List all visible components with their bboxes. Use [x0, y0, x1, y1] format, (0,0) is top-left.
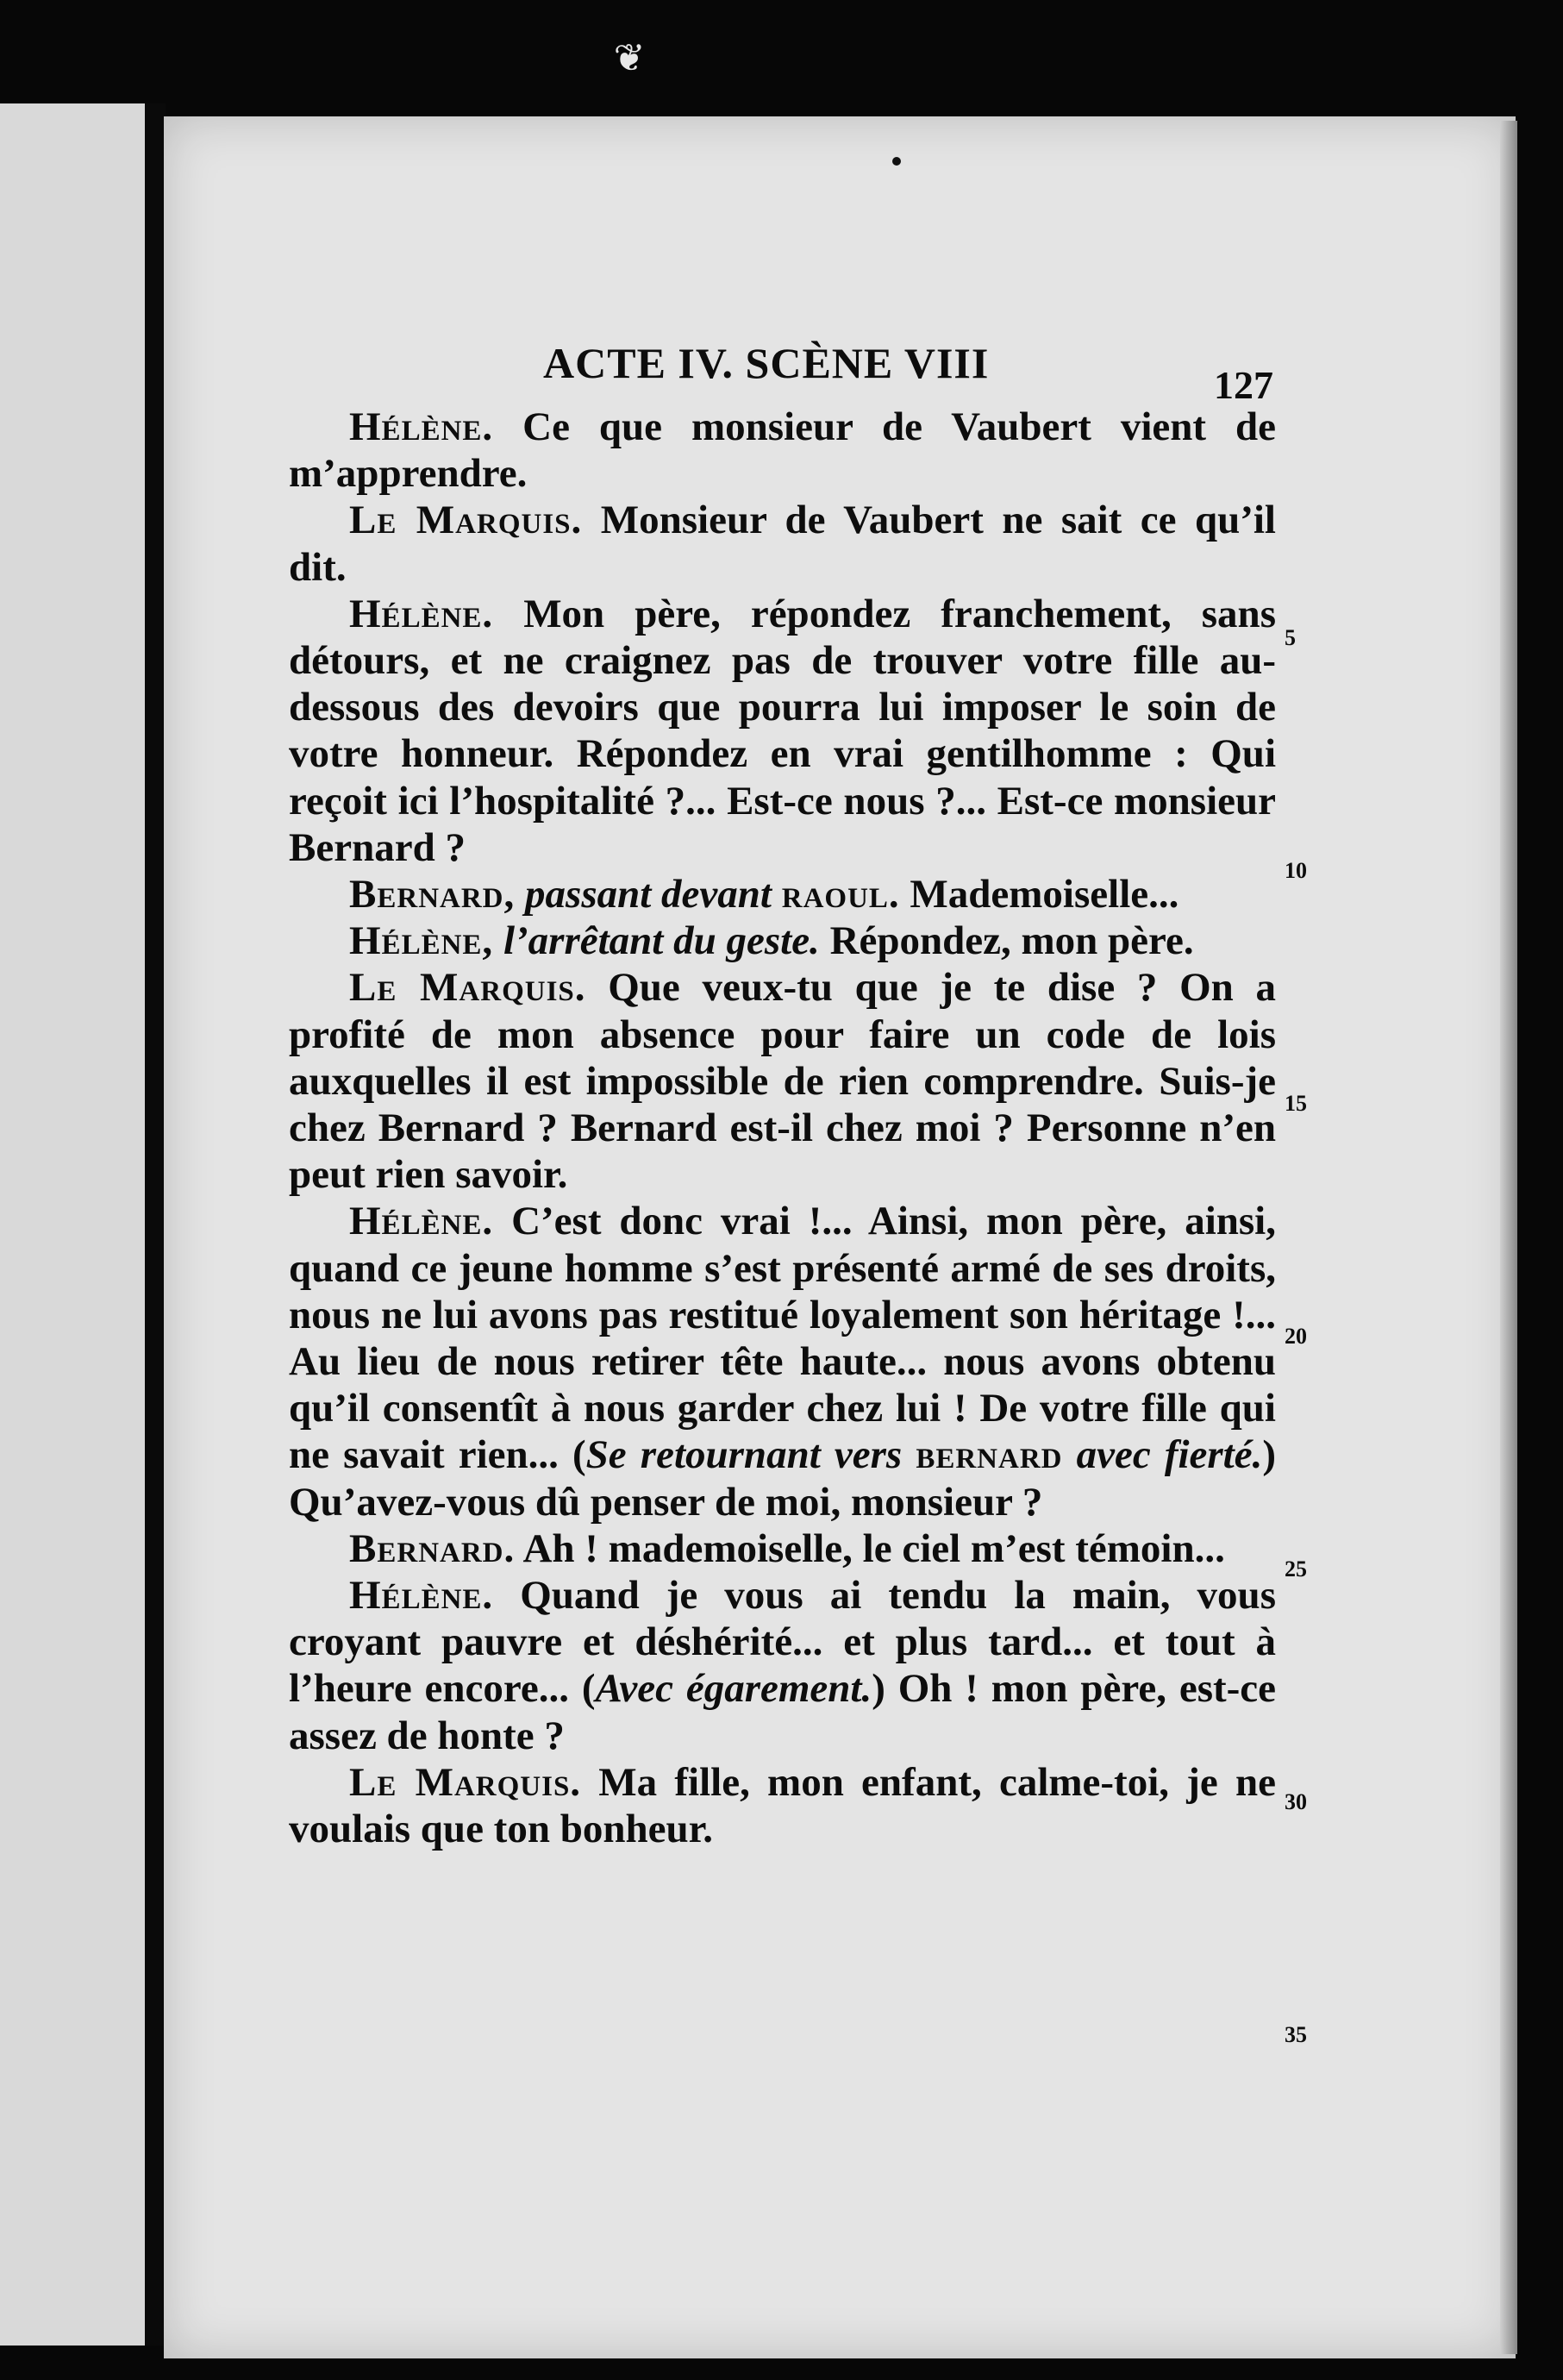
speaker-name: Hélène. [349, 404, 494, 449]
dialogue-text [515, 872, 525, 917]
line-number: 10 [1285, 858, 1307, 883]
dialogue-text [493, 918, 503, 963]
dialogue-paragraph [289, 964, 1276, 1198]
dialogue-paragraph [289, 918, 1276, 964]
dialogue-text: C’est donc vrai !... Ainsi, mon père, ainsi, quand ce jeune homme s’est présenté armé de ses droits, nous ne lui avons pas restitué loyalement son héritage !... Au lieu de nous retirer tête haute... nous avons obtenu qu’il consentît à nous garder chez lui ! De votre fille qui ne savait rien... ( [289, 1199, 1276, 1478]
speaker-name: bernard [916, 1432, 1063, 1478]
play-text [289, 404, 1276, 1852]
stage-direction: Avec égarement. [595, 1666, 872, 1712]
dialogue-text: Mademoiselle... [899, 872, 1179, 918]
dialogue-paragraph [289, 1572, 1276, 1759]
speaker-name: Le Marquis. [349, 498, 583, 543]
speaker-name: Bernard, [349, 872, 516, 918]
running-head: ACTE IV. SCÈNE VIII [543, 339, 990, 387]
dialogue-text [902, 1432, 916, 1477]
line-number: 15 [1285, 1091, 1307, 1116]
dialogue-text: Monsieur de Vaubert ne sait ce qu’il dit. [289, 498, 1276, 590]
stage-direction: passant devant [525, 872, 772, 918]
book-gutter [145, 103, 166, 2346]
dialogue-text: Répondez, mon père. [819, 918, 1194, 964]
dialogue-paragraph [289, 591, 1276, 871]
dialogue-text: Ah ! mademoiselle, le ciel m’est témoin... [515, 1525, 1225, 1571]
dialogue-text: ) Oh ! mon père, est-ce assez de honte ? [289, 1666, 1277, 1758]
scan-mark: ❦ [613, 37, 646, 79]
speaker-name: Bernard. [349, 1525, 516, 1571]
page-edge-shadow [1500, 121, 1517, 2354]
line-number: 5 [1285, 625, 1296, 650]
dialogue-text [1063, 1432, 1077, 1477]
stage-direction: avec fierté. [1076, 1432, 1263, 1478]
speaker-name: Hélène, [349, 918, 494, 964]
page-number: 127 [1214, 363, 1273, 407]
line-number: 25 [1285, 1556, 1307, 1581]
dialogue-text: Mon père, répondez franchement, sans détours, et ne craignez pas de trouver votre fille au-dessous des devoirs que pourra lui imposer le soin de votre honneur. Répondez en vrai gentilhomme : Qui reçoit ici l’hospitalité ?... Est-ce nous ?... Est-ce monsieur Bernard ? [289, 591, 1276, 870]
dialogue-text: Quand je vous ai tendu la main, vous croyant pauvre et déshérité... et plus tard... et tout à l’heure encore... ( [289, 1573, 1276, 1712]
speaker-name: Hélène. [349, 1199, 494, 1244]
line-number: 35 [1285, 2022, 1307, 2047]
speaker-name: Hélène. [349, 591, 494, 636]
line-number: 30 [1285, 1789, 1307, 1814]
dialogue-text: Ma fille, mon enfant, calme-toi, je ne voulais que ton bonheur. [289, 1759, 1276, 1852]
facing-page-edge [0, 103, 147, 2346]
dialogue-paragraph [289, 497, 1276, 590]
dialogue-paragraph [289, 1759, 1276, 1852]
speaker-name: Hélène. [349, 1573, 494, 1619]
dialogue-text [772, 872, 782, 917]
line-number: 20 [1285, 1324, 1307, 1349]
stage-direction: Se retournant vers [585, 1432, 903, 1478]
dialogue-text: Que veux-tu que je te dise ? On a profité de mon absence pour faire un code de lois auxquelles il est impossible de rien comprendre. Suis-je chez Bernard ? Bernard est-il chez moi ? Personne n’en peut rien savoir. [289, 965, 1276, 1198]
dialogue-text: Ce que monsieur de Vaubert vient de m’apprendre. [289, 404, 1276, 497]
dialogue-paragraph [289, 1525, 1276, 1572]
stage-direction: l’arrêtant du geste. [503, 918, 820, 964]
dialogue-text: ) Qu’avez-vous dû penser de moi, monsieur ? [289, 1432, 1277, 1525]
dialogue-paragraph [289, 404, 1276, 497]
dialogue-paragraph [289, 871, 1276, 918]
speaker-name: Le Marquis. [349, 965, 586, 1011]
speaker-name: raoul. [781, 872, 900, 918]
dialogue-paragraph [289, 1198, 1276, 1525]
speck [892, 157, 901, 166]
speaker-name: Le Marquis. [349, 1759, 582, 1805]
